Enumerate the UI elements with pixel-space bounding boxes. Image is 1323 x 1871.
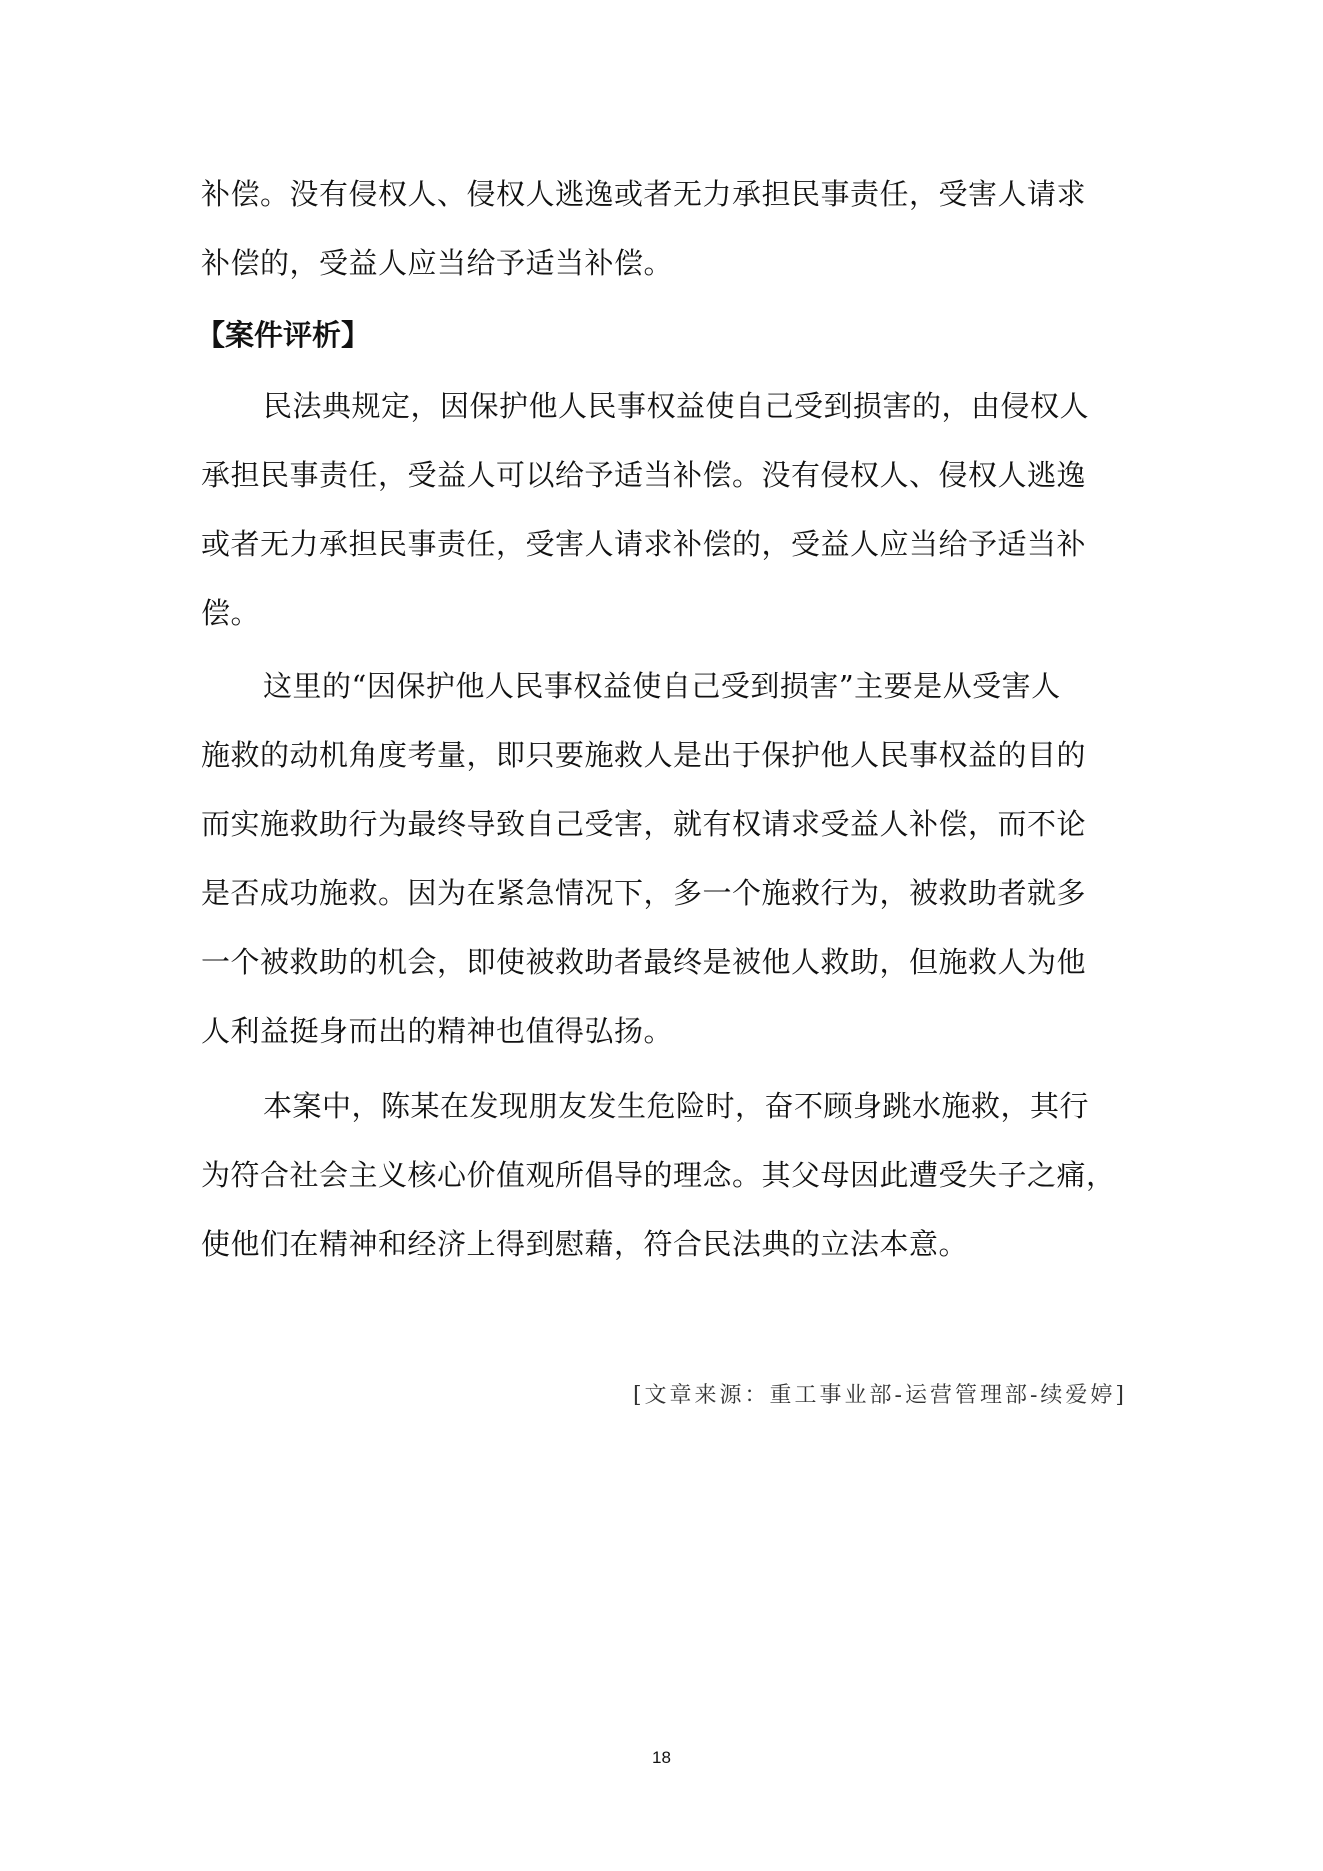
paragraph-interpretation <box>201 652 1131 1066</box>
paragraph-line: 人利益挺身而出的精神也值得弘扬。 <box>201 1014 674 1048</box>
paragraph-case-conclusion <box>201 1072 1131 1279</box>
paragraph-line: 补偿的，受益人应当给予适当补偿。 <box>201 246 674 280</box>
paragraph-line: 民法典规定，因保护他人民事权益使自己受到损害的，由侵权人 <box>263 389 1090 423</box>
paragraph-line: 偿。 <box>201 596 261 630</box>
paragraph-line: 本案中，陈某在发现朋友发生危险时，奋不顾身跳水施救，其行 <box>263 1089 1090 1123</box>
paragraph-line: 而实施救助行为最终导致自己受害，就有权请求受益人补偿，而不论 <box>201 807 1087 841</box>
section-heading: 【案件评析】 <box>196 318 371 352</box>
paragraph-line: 施救的动机角度考量，即只要施救人是出于保护他人民事权益的目的 <box>201 738 1087 772</box>
opening-paragraph <box>201 160 1131 298</box>
paragraph-line: 这里的“因保护他人民事权益使自己受到损害”主要是从受害人 <box>263 669 1061 703</box>
source-note: [文章来源：重工事业部-运营管理部-续爱婷] <box>632 1383 1127 1408</box>
paragraph-line: 使他们在精神和经济上得到慰藉，符合民法典的立法本意。 <box>201 1227 969 1261</box>
paragraph-line: 补偿。没有侵权人、侵权人逃逸或者无力承担民事责任，受害人请求 <box>201 177 1087 211</box>
paragraph-line: 为符合社会主义核心价值观所倡导的理念。其父母因此遭受失子之痛， <box>201 1158 1116 1192</box>
paragraph-legal-provision <box>201 372 1131 648</box>
paragraph-line: 是否成功施救。因为在紧急情况下，多一个施救行为，被救助者就多 <box>201 876 1087 910</box>
paragraph-line: 一个被救助的机会，即使被救助者最终是被他人救助，但施救人为他 <box>201 945 1087 979</box>
paragraph-line: 或者无力承担民事责任，受害人请求补偿的，受益人应当给予适当补 <box>201 527 1087 561</box>
page-number: 18 <box>652 1748 671 1767</box>
paragraph-line: 承担民事责任，受益人可以给予适当补偿。没有侵权人、侵权人逃逸 <box>201 458 1087 492</box>
